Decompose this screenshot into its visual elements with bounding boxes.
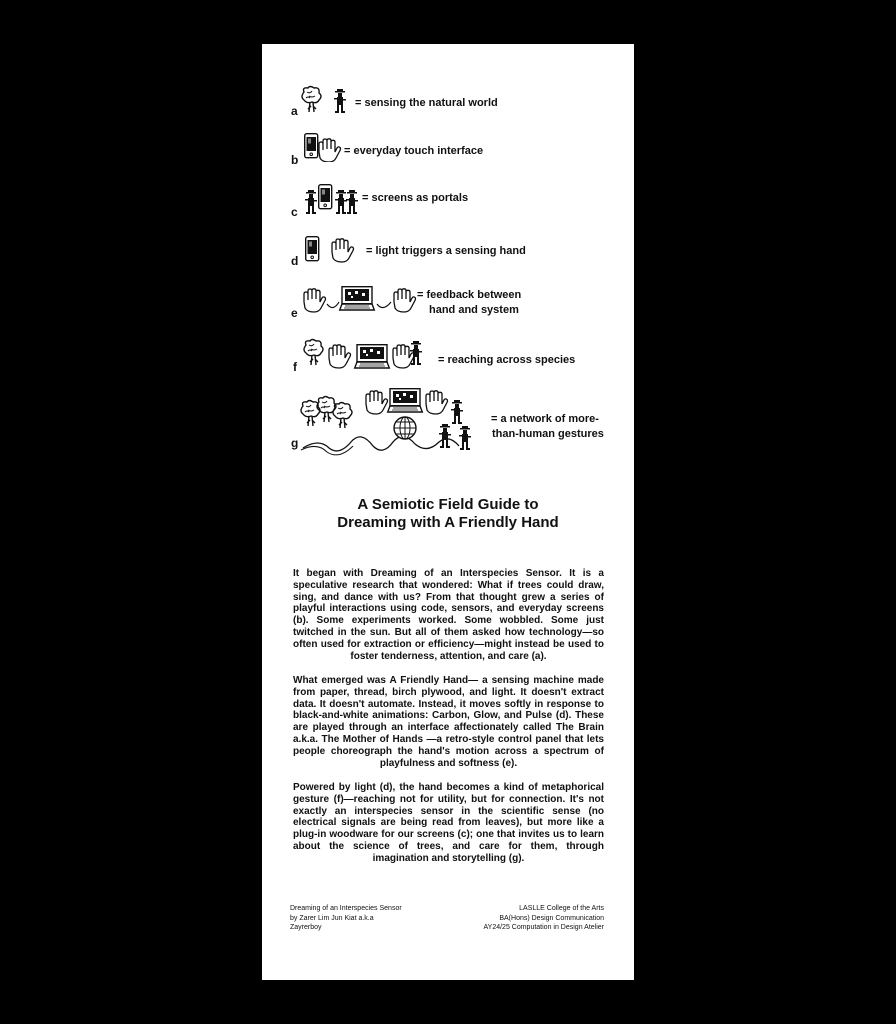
legend-letter: b [291,153,299,167]
page-title: A Semiotic Field Guide to Dreaming with A Friendly Hand [337,496,559,531]
legend-text: = light triggers a sensing hand [366,245,526,257]
paragraph-friendly-hand: What emerged was A Friendly Hand— a sensing machine made from paper, thread, birch plywood, and light. It doesn't extract data. It doesn't automate. Instead, it moves softly in response to black-and-white animations: Carbon, Glow, and Pulse (d). These are played through an interface affectionately called The Brain a.k.a. The Mother of Hands —a retro-style control panel that lets people choreograph the hand's motion across a spectrum of playfulness and softness (e). [293,675,604,769]
sensing-natural-world-icon [300,84,352,114]
legend-letter: f [293,360,297,374]
legend-text: = sensing the natural world [355,97,498,109]
legend-letter: d [291,254,299,268]
legend-letter: c [291,205,298,219]
footer-credits: Dreaming of an Interspecies Sensor by Zarer Lim Jun Kiat a.k.a Zayrerboy [290,905,402,931]
legend-text: = reaching across species [438,354,576,366]
network-of-gestures-icon [299,386,475,456]
field-guide-page [262,44,634,980]
reaching-across-species-icon [302,336,428,372]
legend-text: = feedback between hand and system [417,289,522,316]
screens-as-portals-icon [305,183,361,215]
footer-institution: LASLLE College of the Arts BA(Hons) Design Communication AY24/25 Computation in Design Atelier [483,905,604,931]
legend-text: = screens as portals [362,192,469,204]
legend-text: = a network of more- than-human gestures [491,413,604,440]
legend-letter: g [291,436,299,450]
legend-text: = everyday touch interface [344,145,484,157]
legend-letter: e [291,306,298,320]
paragraph-powered-by-light: Powered by light (d), the hand becomes a kind of metaphorical gesture (f)—reaching not for utility, but for connection. It's not exactly an interspecies sensor in the scientific sense (no electrical signals are being read from leaves), but more like a plug-in woodware for our screens (c); one that invites us to learn about the science of trees, and care for them, through imagination and storytelling (g). [293,782,604,864]
touch-interface-icon [304,132,344,162]
light-sensing-hand-icon [305,234,357,268]
paragraph-intro: It began with Dreaming of an Interspecies Sensor. It is a speculative research that wondered: What if trees could draw, sing, and dance with us? From that thought grew a series of playful interactions using code, sensors, and everyday screens (b). Some experiments worked. Some wobbled. Some just twitched in the sun. But all of them asked how technology—so often used for extraction or efficiency—might instead be used to foster tenderness, attention, and care (a). [293,568,604,662]
legend-letter: a [291,104,298,118]
feedback-loop-icon [299,284,435,320]
